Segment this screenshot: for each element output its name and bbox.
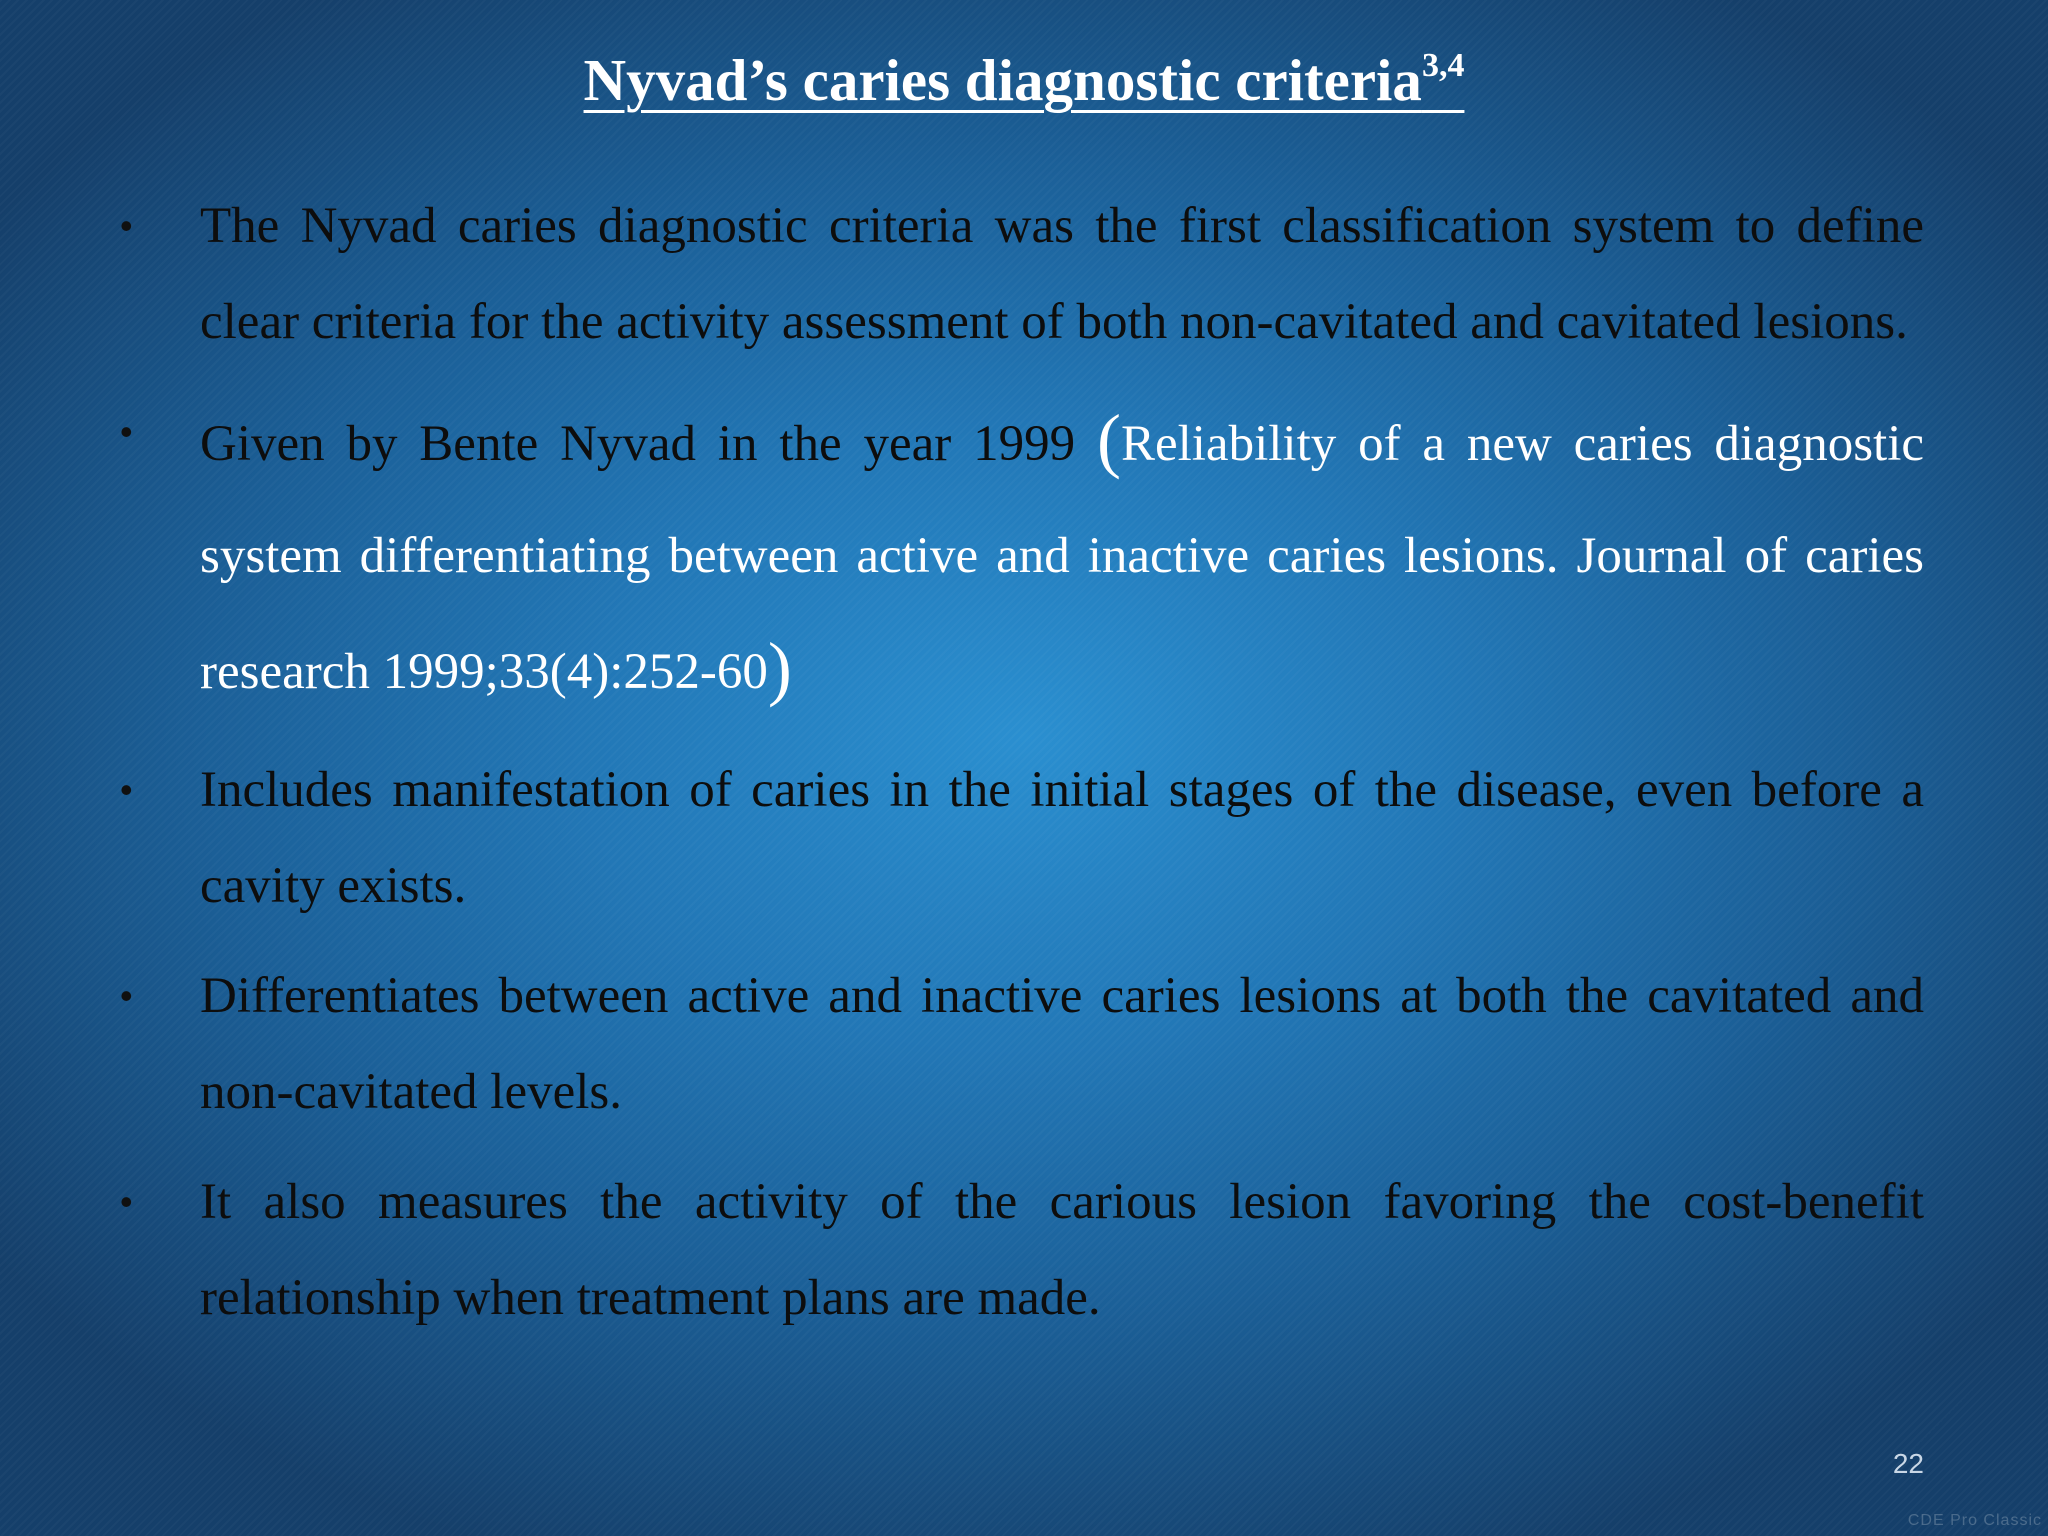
slide-title-superscript: 3,4 bbox=[1421, 47, 1465, 84]
slide-title-label: Nyvad’s caries diagnostic criteria bbox=[583, 47, 1422, 113]
bullet-point-icon: • bbox=[120, 205, 133, 246]
citation-close-paren: ) bbox=[767, 628, 792, 708]
bullet-point-icon: • bbox=[120, 1181, 133, 1222]
bullet-text-3: Includes manifestation of caries in the initial stages of the disease, even before a cavity exists. bbox=[200, 762, 1924, 914]
citation-open-paren: ( bbox=[1096, 400, 1121, 480]
page-number: 22 bbox=[1892, 1448, 1924, 1479]
slide-title-text bbox=[584, 47, 1465, 113]
bullet-text-2 bbox=[200, 384, 1924, 728]
bullet-point-icon: • bbox=[120, 769, 133, 810]
bullet-item-5 bbox=[120, 1154, 1924, 1346]
bullet-text-5: It also measures the activity of the carious lesion favoring the cost-benefit relationship when treatment plans are made. bbox=[200, 1174, 1924, 1326]
bullet-text-4: Differentiates between active and inactive caries lesions at both the cavitated and non-cavitated levels. bbox=[200, 968, 1924, 1120]
bullet-text-2-lead: Given by Bente Nyvad in the year 1999 bbox=[200, 416, 1076, 472]
bullet-point-icon: • bbox=[120, 411, 133, 452]
bullet-list bbox=[120, 178, 1924, 1360]
bullet-text-1: The Nyvad caries diagnostic criteria was the first classification system to define clear criteria for the activity assessment of both non-cavitated and cavitated lesions. bbox=[200, 198, 1924, 350]
bullet-item-2 bbox=[120, 384, 1924, 728]
bullet-item-1 bbox=[120, 178, 1924, 370]
bullet-item-3 bbox=[120, 742, 1924, 934]
bullet-item-4 bbox=[120, 948, 1924, 1140]
citation-text: Reliability of a new caries diagnostic system differentiating between active and inactive caries lesions. Journal of caries research 1999;33(4):252-60 bbox=[200, 416, 1925, 700]
bullet-point-icon: • bbox=[120, 975, 133, 1016]
watermark-logo: CDE Pro Classic bbox=[1907, 1512, 2042, 1529]
slide-title bbox=[0, 44, 2048, 116]
